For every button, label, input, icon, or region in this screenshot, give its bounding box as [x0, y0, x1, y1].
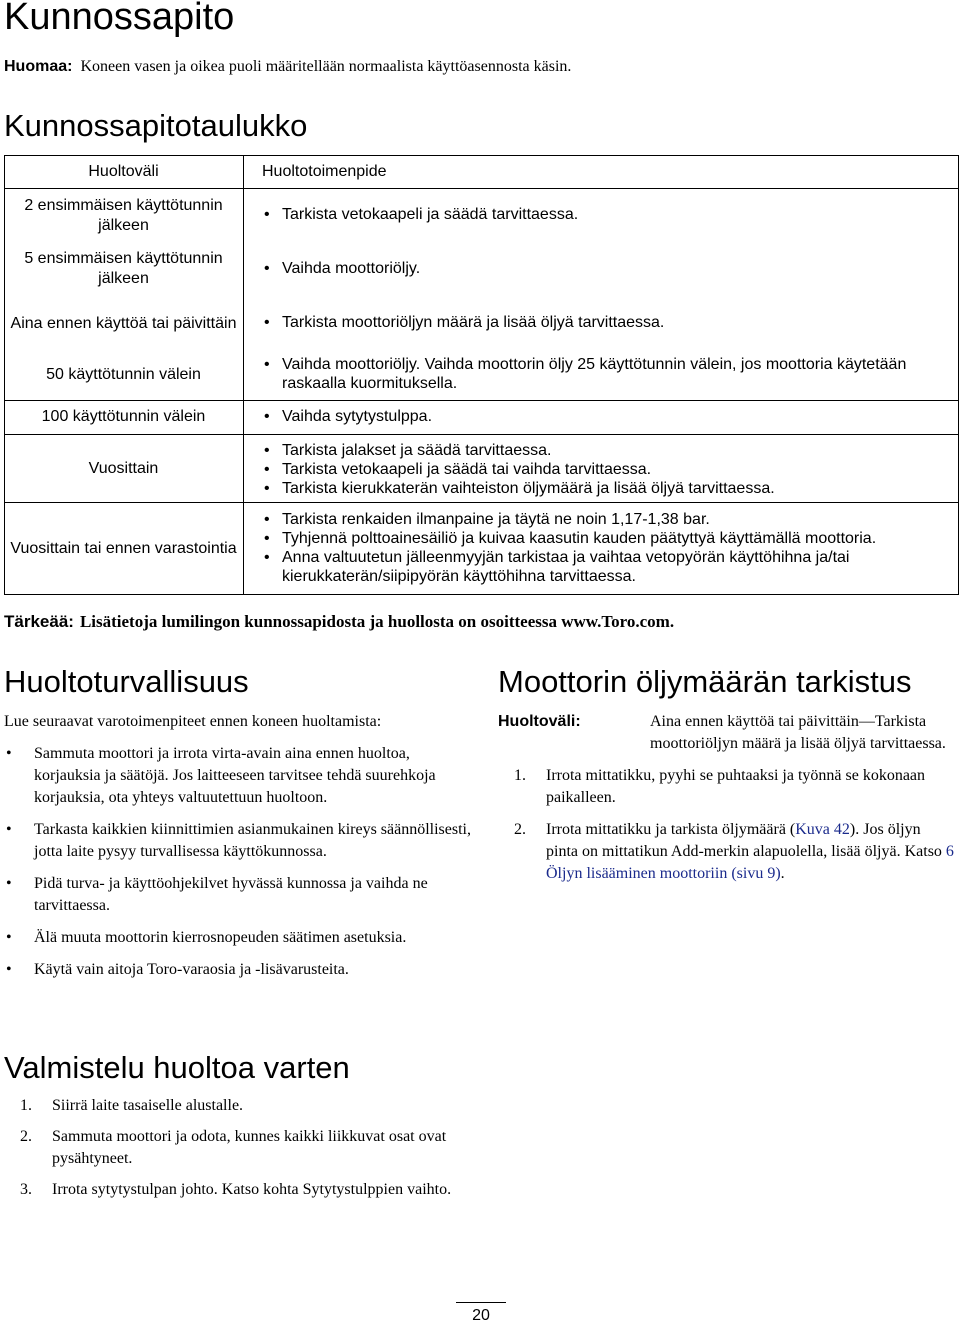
list-item: [4, 743, 474, 809]
note: [4, 58, 571, 76]
table-row-action: • Vaihda sytytystulppa.: [244, 407, 956, 426]
step-number: 1.: [514, 767, 526, 784]
maintenance-table: [4, 155, 959, 595]
important-note: [4, 612, 674, 632]
list-item: [4, 1126, 474, 1170]
step-text-part: ). Jos öljyn pinta on mittatikun Add-merkin alapuolella, lisää öljyä. Katso: [546, 821, 946, 860]
page-title: Kunnossapito: [4, 0, 235, 38]
list-item-text: Tarkasta kaikkien kiinnittimien asianmukainen kireys säännöllisesti, jotta laite pysyy turvallisessa käyttökunnossa.: [34, 821, 471, 860]
step-number: 3.: [20, 1181, 32, 1198]
bullet-icon: •: [6, 961, 12, 978]
bullet-icon: •: [6, 821, 12, 838]
oil-heading: Moottorin öljymäärän tarkistus: [498, 664, 912, 699]
table-row-action: • Tarkista jalakset ja säädä tarvittaessa.: [244, 441, 956, 460]
table-row-interval: 2 ensimmäisen käyttötunnin jälkeen: [24, 197, 223, 234]
maintenance-table-heading: Kunnossapitotaulukko: [4, 108, 308, 143]
table-row-interval: Vuosittain: [88, 459, 159, 477]
step-number: 1.: [20, 1097, 32, 1114]
list-item: [4, 819, 474, 863]
page-number: 20: [472, 1307, 490, 1324]
table-row-interval: Vuosittain tai ennen varastointia: [10, 540, 237, 557]
table-row-action: • Tarkista renkaiden ilmanpaine ja täytä ne noin 1,17-1,38 bar.: [244, 510, 956, 529]
list-item: [4, 1179, 474, 1201]
table-row-action: • Anna valtuutetun jälleenmyyjän tarkistaa ja vaihtaa vetopyörän käyttöhihna ja/tai kierukkaterän/siipipyörän käyttöhihna tarvittaessa.: [244, 548, 956, 586]
bullet-icon: •: [6, 929, 12, 946]
table-row-actions: [244, 407, 956, 426]
note-label: Huomaa:: [4, 58, 73, 75]
table-row-interval: Aina ennen käyttöä tai päivittäin: [10, 315, 237, 332]
step-text-part: Irrota mittatikku ja tarkista öljymäärä (: [546, 821, 796, 838]
add-oil-link[interactable]: 6 Öljyn lisääminen moottoriin (sivu 9): [546, 843, 954, 882]
step-text-part: .: [780, 865, 785, 882]
prep-section: [4, 1095, 474, 1201]
table-row-action: • Tarkista kierukkaterän vaihteiston öljymäärä ja lisää öljyä tarvittaessa.: [244, 479, 956, 498]
bullet-icon: •: [6, 745, 12, 762]
bullet-icon: •: [6, 875, 12, 892]
list-item-text: Käytä vain aitoja Toro-varaosia ja -lisävarusteita.: [34, 961, 349, 978]
table-row-action: • Tarkista moottoriöljyn määrä ja lisää öljyä tarvittaessa.: [244, 313, 956, 332]
step-text: Siirrä laite tasaiselle alustalle.: [52, 1097, 244, 1114]
list-item: [4, 873, 474, 917]
service-interval-text: Aina ennen käyttöä tai päivittäin—Tarkista moottoriöljyn määrä ja lisää öljyä tarvittaessa.: [650, 713, 946, 752]
table-row-interval: 50 käyttötunnin välein: [46, 366, 201, 383]
prep-heading: Valmistelu huoltoa varten: [4, 1050, 350, 1085]
table-header-interval: Huoltoväli: [88, 162, 159, 180]
list-item: [498, 819, 956, 885]
table-row-actions: [244, 313, 956, 332]
table-row-action: • Tyhjennä polttoainesäiliö ja kuivaa kaasutin kauden päätyttyä käyttämällä moottoria.: [244, 529, 956, 548]
important-label: Tärkeää:: [4, 612, 74, 631]
table-row-actions: [244, 355, 956, 393]
table-row-interval: 5 ensimmäisen käyttötunnin jälkeen: [24, 250, 223, 287]
table-row-action: • Tarkista vetokaapeli ja säädä tai vaihda tarvittaessa.: [244, 460, 956, 479]
table-header-procedure: Huoltotoimenpide: [262, 163, 387, 180]
safety-section: [4, 711, 474, 981]
table-row-actions: [244, 205, 956, 224]
footer-divider: [456, 1302, 506, 1303]
list-item: [4, 959, 474, 981]
list-item-text: Älä muuta moottorin kierrosnopeuden säätimen asetuksia.: [34, 929, 407, 946]
list-item: [498, 765, 956, 809]
figure-42-link[interactable]: Kuva 42: [795, 821, 850, 838]
service-interval: [498, 711, 956, 755]
oil-section: [498, 711, 956, 885]
list-item: [4, 927, 474, 949]
table-row-action: • Vaihda moottoriöljy. Vaihda moottorin öljy 25 käyttötunnin välein, jos moottoria käytetään raskaalla kuormituksella.: [244, 355, 956, 393]
service-interval-label: Huoltoväli:: [498, 713, 581, 730]
table-row-actions: [244, 510, 956, 586]
step-text: Irrota mittatikku, pyyhi se puhtaaksi ja työnnä se kokonaan paikalleen.: [546, 767, 926, 806]
list-item-text: Pidä turva- ja käyttöohjekilvet hyvässä kunnossa ja vaihda ne tarvittaessa.: [34, 875, 428, 914]
list-item-text: Sammuta moottori ja irrota virta-avain aina ennen huoltoa, korjauksia ja säätöjä. Jos laitteeseen tarvitsee tehdä suurehkoja korjauksia, ota yhteys valtuutettuun huoltoon.: [34, 745, 436, 806]
safety-heading: Huoltoturvallisuus: [4, 664, 249, 699]
list-item: [4, 1095, 474, 1117]
step-text: Irrota sytytystulpan johto. Katso kohta Sytytystulppien vaihto.: [52, 1181, 452, 1198]
table-row-actions: [244, 259, 956, 278]
step-number: 2.: [514, 821, 526, 838]
table-row-actions: [244, 441, 956, 498]
note-text: Koneen vasen ja oikea puoli määritellään normaalista käyttöasennosta käsin.: [80, 58, 572, 75]
table-row-action: • Tarkista vetokaapeli ja säädä tarvittaessa.: [244, 205, 956, 224]
table-row-interval: 100 käyttötunnin välein: [41, 408, 206, 425]
important-text: Lisätietoja lumilingon kunnossapidosta ja huollosta on osoitteessa www.Toro.com.: [79, 612, 675, 631]
safety-intro: Lue seuraavat varotoimenpiteet ennen koneen huoltamista:: [4, 713, 382, 730]
table-row-action: • Vaihda moottoriöljy.: [244, 259, 956, 278]
step-number: 2.: [20, 1128, 32, 1145]
step-text: Sammuta moottori ja odota, kunnes kaikki liikkuvat osat ovat pysähtyneet.: [52, 1128, 447, 1167]
